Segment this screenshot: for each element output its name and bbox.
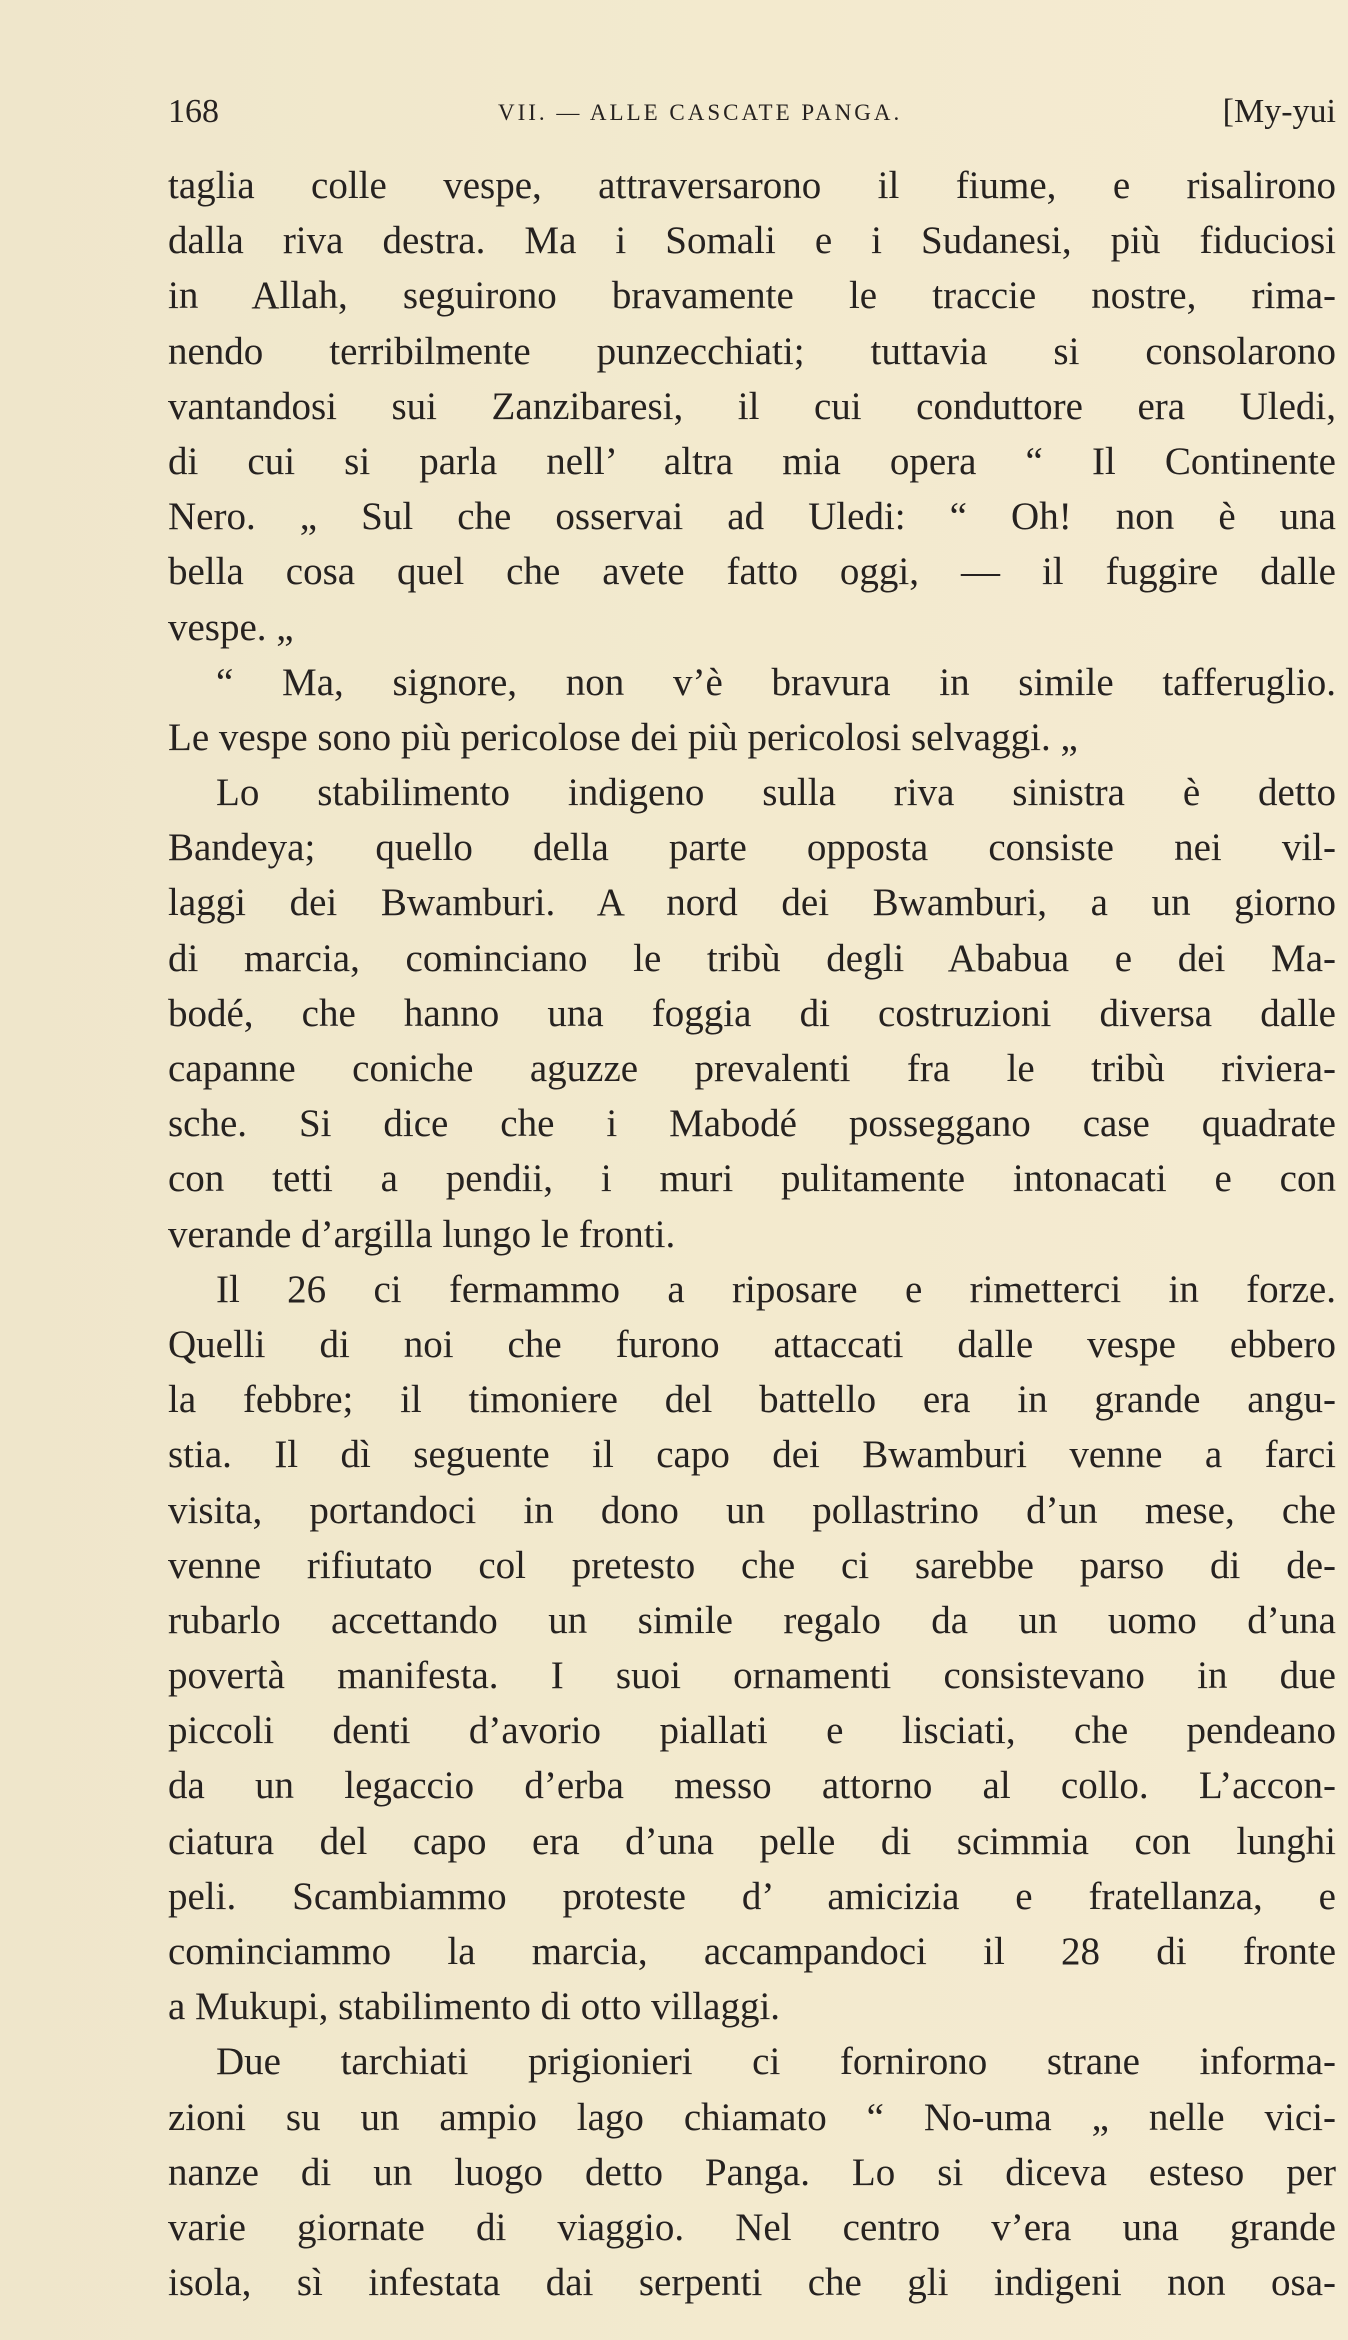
- text-line: Il 26 ci fermammo a riposare e rimetterci in forze.: [216, 1267, 1336, 1311]
- text-line: Bandeya; quello della parte opposta consiste nei vil-: [168, 826, 1336, 870]
- text-line: Lo stabilimento indigeno sulla riva sinistra è detto: [216, 771, 1336, 815]
- text-line: bella cosa quel che avete fatto oggi, — il fuggire dalle: [168, 550, 1336, 594]
- text-line: con tetti a pendii, i muri pulitamente intonacati e con: [168, 1157, 1336, 1201]
- text-line: isola, sì infestata dai serpenti che gli indigeni non osa-: [168, 2261, 1336, 2305]
- page-number: 168: [168, 93, 219, 130]
- text-line: laggi dei Bwamburi. A nord dei Bwamburi, a un giorno: [168, 881, 1336, 925]
- text-line: peli. Scambiammo proteste d’ amicizia e fratellanza, e: [168, 1874, 1336, 1918]
- text-line: di cui si parla nell’ altra mia opera “ Il Continente: [168, 439, 1336, 483]
- text-line: Le vespe sono più pericolose dei più pericolosi selvaggi. „: [168, 715, 1078, 759]
- text-line: nanze di un luogo detto Panga. Lo si diceva esteso per: [168, 2150, 1336, 2194]
- text-line: stia. Il dì seguente il capo dei Bwamburi venne a farci: [168, 1433, 1336, 1477]
- text-line: sche. Si dice che i Mabodé posseggano case quadrate: [168, 1102, 1336, 1146]
- text-line: ciatura del capo era d’una pelle di scimmia con lunghi: [168, 1819, 1336, 1863]
- text-line: Quelli di noi che furono attaccati dalle vespe ebbero: [168, 1322, 1336, 1366]
- text-line: vantandosi sui Zanzibaresi, il cui conduttore era Uledi,: [168, 384, 1336, 428]
- text-line: da un legaccio d’erba messo attorno al collo. L’accon-: [168, 1764, 1336, 1808]
- text-line: varie giornate di viaggio. Nel centro v’era una grande: [168, 2205, 1336, 2249]
- running-head: VII. — ALLE CASCATE PANGA.: [498, 100, 903, 125]
- text-line: taglia colle vespe, attraversarono il fiume, e risalirono: [168, 164, 1336, 207]
- text-line: verande d’argilla lungo le fronti.: [168, 1212, 676, 1256]
- text-line: Nero. „ Sul che osservai ad Uledi: “ Oh! non è una: [168, 495, 1336, 539]
- text-line: vespe. „: [168, 605, 294, 649]
- body-text: [168, 158, 1336, 2310]
- text-line: la febbre; il timoniere del battello era in grande angu-: [168, 1378, 1336, 1422]
- text-line: venne rifiutato col pretesto che ci sarebbe parso di de-: [168, 1543, 1336, 1587]
- page-header: [168, 92, 1336, 132]
- text-line: “ Ma, signore, non v’è bravura in simile tafferuglio.: [216, 660, 1336, 704]
- text-line: piccoli denti d’avorio piallati e lisciati, che pendeano: [168, 1709, 1336, 1753]
- text-line: visita, portandoci in dono un pollastrino d’un mese, che: [168, 1488, 1336, 1532]
- text-line: a Mukupi, stabilimento di otto villaggi.: [168, 1985, 781, 2029]
- text-line: bodé, che hanno una foggia di costruzioni diversa dalle: [168, 991, 1336, 1035]
- text-line: capanne coniche aguzze prevalenti fra le tribù riviera-: [168, 1047, 1336, 1090]
- marginal-head: [My-yui: [1222, 93, 1336, 130]
- text-line: nendo terribilmente punzecchiati; tuttavia si consolarono: [168, 329, 1336, 373]
- text-line: dalla riva destra. Ma i Somali e i Sudanesi, più fiduciosi: [168, 219, 1336, 263]
- text-line: di marcia, cominciano le tribù degli Ababua e dei Ma-: [168, 936, 1336, 980]
- text-line: Due tarchiati prigionieri ci fornirono strane informa-: [216, 2040, 1336, 2084]
- text-line: povertà manifesta. I suoi ornamenti consistevano in due: [168, 1654, 1336, 1698]
- text-line: rubarlo accettando un simile regalo da un uomo d’una: [168, 1598, 1336, 1642]
- text-line: zioni su un ampio lago chiamato “ No-uma „ nelle vici-: [168, 2095, 1336, 2139]
- text-line: cominciammo la marcia, accampandoci il 28 di fronte: [168, 1930, 1336, 1973]
- text-line: in Allah, seguirono bravamente le traccie nostre, rima-: [168, 274, 1336, 318]
